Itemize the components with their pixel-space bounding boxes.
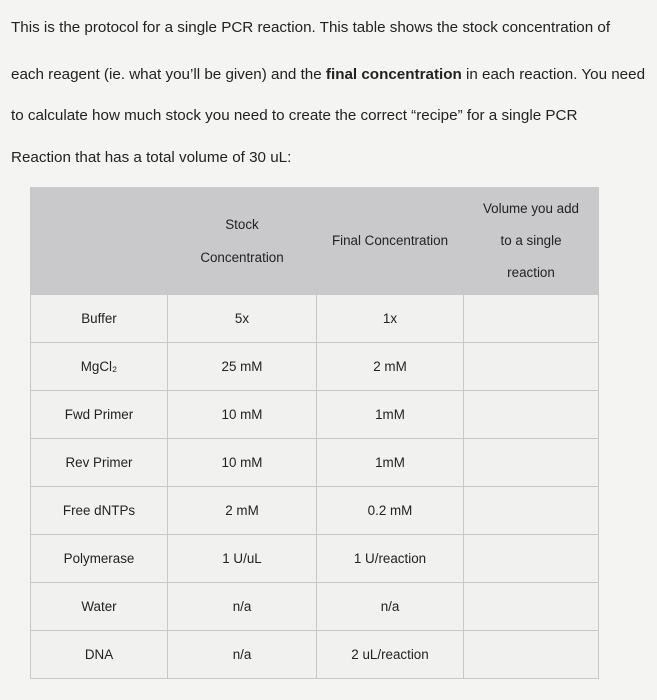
pcr-table-container <box>30 187 611 687</box>
cell-stock: 5x <box>168 295 317 343</box>
intro-line-2 <box>11 65 657 85</box>
cell-reagent: DNA <box>31 631 168 679</box>
table-header-row <box>31 188 599 295</box>
header-volume-line1: Volume you add <box>482 201 580 216</box>
cell-stock: 2 mM <box>168 487 317 535</box>
intro-line-1: This is the protocol for a single PCR reaction. This table shows the stock concentration of <box>11 19 611 36</box>
cell-reagent: Rev Primer <box>31 439 168 487</box>
cell-final: 2 uL/reaction <box>317 631 464 679</box>
cell-volume[interactable] <box>464 295 599 343</box>
cell-volume[interactable] <box>464 487 599 535</box>
header-stock-line1: Stock <box>225 217 259 232</box>
table-row <box>31 295 599 343</box>
header-volume <box>464 188 599 295</box>
header-reagent <box>31 188 168 295</box>
cell-volume[interactable] <box>464 391 599 439</box>
cell-volume[interactable] <box>464 535 599 583</box>
cell-reagent: Fwd Primer <box>31 391 168 439</box>
cell-stock: 10 mM <box>168 391 317 439</box>
cell-volume[interactable] <box>464 343 599 391</box>
table-row <box>31 391 599 439</box>
cell-final: 1x <box>317 295 464 343</box>
cell-volume[interactable] <box>464 631 599 679</box>
cell-final: n/a <box>317 583 464 631</box>
cell-final: 2 mM <box>317 343 464 391</box>
cell-volume[interactable] <box>464 439 599 487</box>
cell-final: 1mM <box>317 391 464 439</box>
table-row <box>31 535 599 583</box>
table-row <box>31 631 599 679</box>
cell-reagent: Buffer <box>31 295 168 343</box>
pcr-reagent-table <box>30 187 599 679</box>
cell-reagent: Water <box>31 583 168 631</box>
table-row <box>31 583 599 631</box>
header-volume-line2: to a single <box>500 233 562 248</box>
intro-line-3: to calculate how much stock you need to create the correct “recipe” for a single PCR <box>11 107 578 124</box>
cell-reagent: Polymerase <box>31 535 168 583</box>
cell-final: 1mM <box>317 439 464 487</box>
header-stock-concentration <box>168 188 317 295</box>
cell-stock: 25 mM <box>168 343 317 391</box>
cell-final: 1 U/reaction <box>317 535 464 583</box>
table-row <box>31 487 599 535</box>
cell-stock: n/a <box>168 631 317 679</box>
header-final-concentration: Final Concentration <box>317 188 464 295</box>
table-row <box>31 343 599 391</box>
cell-reagent: MgCl₂ <box>31 343 168 391</box>
cell-stock: 1 U/uL <box>168 535 317 583</box>
cell-stock: 10 mM <box>168 439 317 487</box>
intro-line-2-start: each reagent (ie. what you’ll be given) and the <box>11 66 326 83</box>
intro-line-4: Reaction that has a total volume of 30 uL: <box>11 149 292 166</box>
intro-line-2-end: in each reaction. You need <box>461 66 646 83</box>
cell-final: 0.2 mM <box>317 487 464 535</box>
header-volume-line3: reaction <box>507 265 555 280</box>
table-row <box>31 439 599 487</box>
cell-volume[interactable] <box>464 583 599 631</box>
intro-final-concentration-emphasis: final concentration <box>325 66 462 83</box>
cell-reagent: Free dNTPs <box>31 487 168 535</box>
header-stock-line2: Concentration <box>200 250 284 265</box>
cell-stock: n/a <box>168 583 317 631</box>
